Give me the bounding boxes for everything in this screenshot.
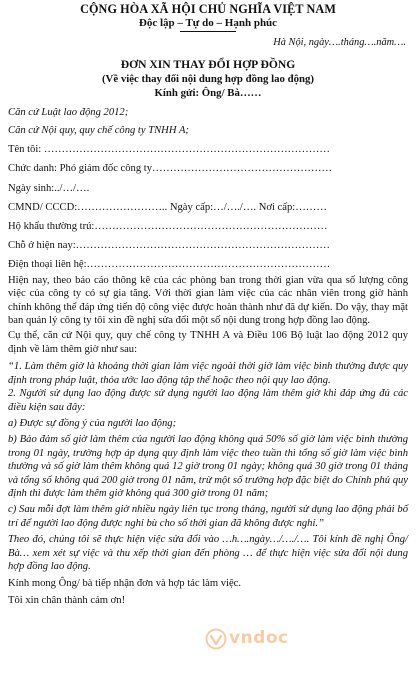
body-paragraph-2: Cụ thể, căn cứ Nội quy, quy chế công ty TNHH A và Điều 106 Bộ luật lao động 2012 quy định về làm thêm giờ như sau: xyxy=(8,330,408,355)
field-birthdate: Ngày sinh:../…/…. xyxy=(8,182,90,194)
field-id-card: CMND/ CCCD:…………………….. Ngày cấp:…/…./…. Nơi cấp:……… xyxy=(8,201,327,213)
closing-request: Kính mong Ông/ bà tiếp nhận đơn và hợp tác làm việc. xyxy=(8,578,242,590)
body-paragraph-3: Theo đó, chúng tôi sẽ thực hiện việc sửa đổi vào …h….ngày…/…./…. Tôi kính đề nghị Ông/ Bà… xem xét sự việc và thu xếp thời gian đến phòng … để thực hiện việc sửa đổi nội dung hợp đồng lao động. xyxy=(8,534,408,572)
quote-item-1: “1. Làm thêm giờ là khoảng thời gian làm việc ngoài thời giờ làm việc bình thường được quy định trong pháp luật, thỏa ước lao động tập thể hoặc theo nội quy lao động. xyxy=(8,361,408,386)
salutation: Kính gửi: Ông/ Bà…… xyxy=(154,87,262,100)
national-title: CỘNG HÒA XÃ HỘI CHỦ NGHĨA VIỆT NAM xyxy=(80,2,336,16)
field-name: Tên tôi: ……………………………………………………………………… xyxy=(8,144,330,156)
watermark-text: vndoc xyxy=(229,628,289,649)
body-paragraph-1: Hiện nay, theo báo cáo thông kê của các phòng ban trong thời gian vừa qua số lượng công việc của công ty có sự gia tăng. Với thời gian làm việc của các nhân viên trong giờ hành chính không thể đáp ứng tiến độ công việc được hoàn thành như đã dự kiến. Do vậy, thay mặt ban quản lý công ty tôi xin đề nghị sửa đổi một số nội dung trong hợp đồng lao động. xyxy=(8,274,408,327)
field-phone: Điện thoại liên hệ:…………………………………………………………… xyxy=(8,259,331,271)
document-title: ĐƠN XIN THAY ĐỔI HỢP ĐỒNG xyxy=(120,58,296,72)
date-line: Hà Nội, ngày….tháng….năm…. xyxy=(273,37,406,48)
quote-item-a: a) Được sự đồng ý của người lao động; xyxy=(8,417,177,429)
legal-basis-2: Căn cứ Nội quy, quy chế công ty TNHH A; xyxy=(8,124,189,136)
quote-item-b: b) Bảo đảm số giờ làm thêm của người lao động không quá 50% số giờ làm việc bình thường trong 01 ngày, trường hợp áp dụng quy định làm việc theo tuần thì tổng số giờ làm việc bình thường và số giờ làm thêm không quá 12 giờ trong 01 ngày; không quá 30 giờ trong 01 tháng và tổng số không quá 200 giờ trong 01 năm, trừ một số trường hợp đặc biệt do Chính phủ quy định thì được làm thêm giờ không quá 300 giờ trong 01 năm; xyxy=(8,434,408,499)
vndoc-logo-icon xyxy=(205,628,227,650)
field-current-address: Chỗ ở hiện nay:……………………………………………………………… xyxy=(8,240,330,252)
quote-item-2: 2. Người sử dụng lao động được sử dụng người lao động làm thêm giờ khi đáp ứng đủ các điều kiện sau đây: xyxy=(8,388,408,413)
legal-basis-1: Căn cứ Luật lao động 2012; xyxy=(8,107,129,119)
field-position: Chức danh: Phó giám đốc công ty…………………………………………… xyxy=(8,163,333,175)
motto-underline xyxy=(180,31,236,32)
quote-item-c: c) Sau mỗi đợt làm thêm giờ nhiều ngày liên tục trong tháng, người sử dụng lao động phải bố trí để người lao động được nghỉ bù cho số thời gian đã không được nghỉ.” xyxy=(8,504,408,529)
national-motto: Độc lập – Tự do – Hạnh phúc xyxy=(138,17,278,29)
closing-thanks: Tôi xin chân thành cảm ơn! xyxy=(8,594,126,606)
field-permanent-address: Hộ khẩu thường trú:………………………………………………………… xyxy=(8,221,328,233)
watermark xyxy=(205,628,289,650)
document-subtitle: (Về việc thay đổi nội dung hợp đồng lao động) xyxy=(101,73,315,86)
